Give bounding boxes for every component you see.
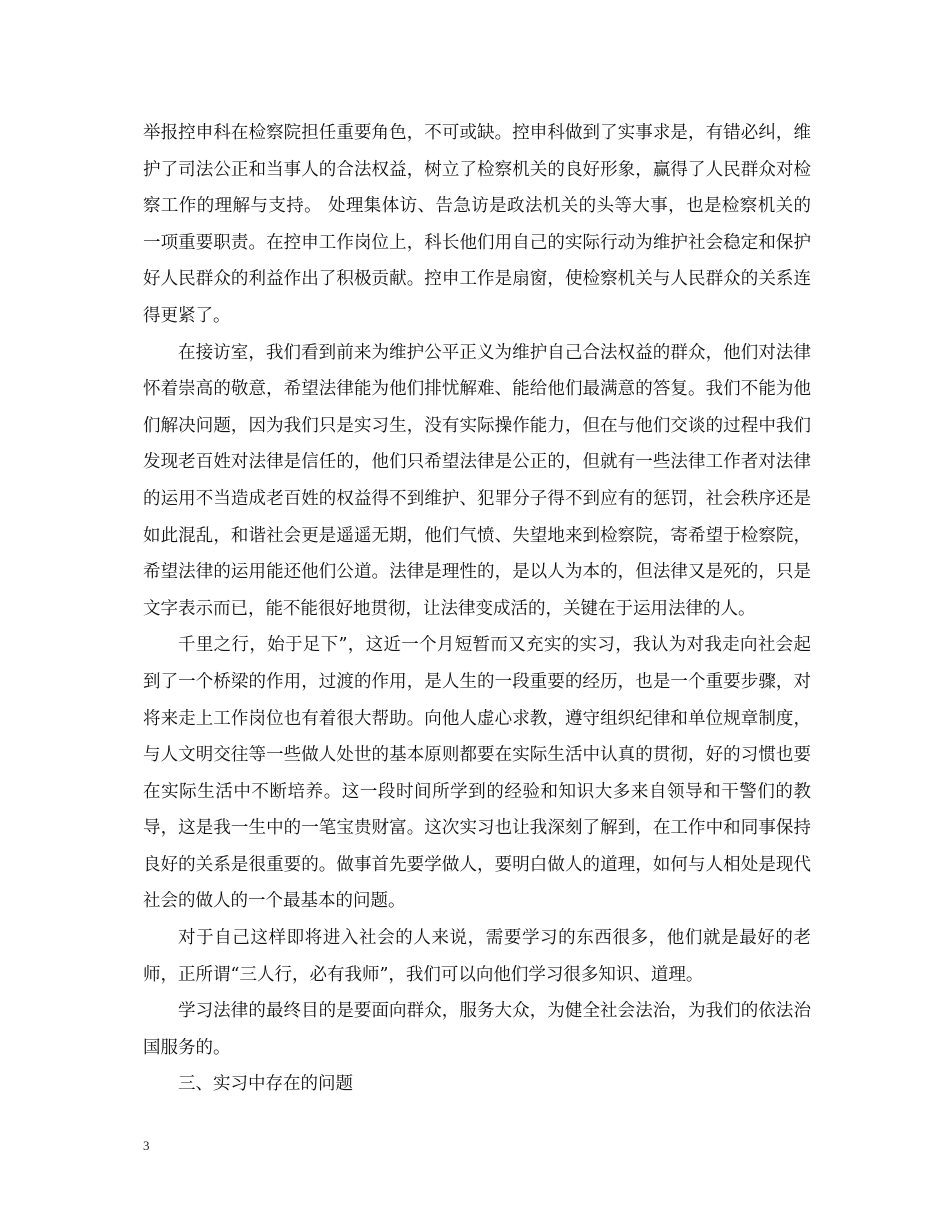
paragraph: 在接访室，我们看到前来为维护公平正义为维护自己合法权益的群众，他们对法律怀着崇高的敬意，希望法律能为他们排忧解难、能给他们最满意的答复。我们不能为他们解决问题，因为我们只是实习生，没有实际操作能力，但在与他们交谈的过程中我们发现老百姓对法律是信任的，他们只希望法律是公正的，但就有一些法律工作者对法律的运用不当造成老百姓的权益得不到维护、犯罪分子得不到应有的惩罚，社会秩序还是如此混乱，和谐社会更是遥遥无期，他们气愤、失望地来到检察院，寄希望于检察院，希望法律的运用能还他们公道。法律是理性的，是以人为本的，但法律又是死的，只是文字表示而已，能不能很好地贯彻，让法律变成活的，关键在于运用法律的人。 — [143, 342, 811, 619]
section-heading: 三、实习中存在的问题 — [178, 1074, 353, 1095]
paragraph: 举报控申科在检察院担任重要角色，不可或缺。控申科做到了实事求是，有错必纠，维护了司法公正和当事人的合法权益，树立了检察机关的良好形象，赢得了人民群众对检察工作的理解与支持。 处理集体访、告急访是政法机关的头等大事，也是检察机关的一项重要职责。在控申工作岗位上，科长他们用自己的实际行动为维护社会稳定和保护好人民群众的利益作出了积极贡献。控申工作是扇窗，使检察机关与人民群众的关系连得更紧了。 — [143, 123, 811, 326]
paragraph: 对于自己这样即将进入社会的人来说，需要学习的东西很多，他们就是最好的老师，正所谓“三人行，必有我师”，我们可以向他们学习很多知识、道理。 — [143, 928, 811, 985]
paragraph: 学习法律的最终目的是要面向群众，服务大众，为健全社会法治，为我们的依法治国服务的。 — [143, 1001, 811, 1058]
paragraph: 千里之行，始于足下”，这近一个月短暂而又充实的实习，我认为对我走向社会起到了一个桥梁的作用，过渡的作用，是人生的一段重要的经历，也是一个重要步骤，对将来走上工作岗位也有着很大帮助。向他人虚心求教，遵守组织纪律和单位规章制度，与人文明交往等一些做人处世的基本原则都要在实际生活中认真的贯彻，好的习惯也要在实际生活中不断培养。这一段时间所学到的经验和知识大多来自领导和干警们的教导，这是我一生中的一笔宝贵财富。这次实习也让我深刻了解到，在工作中和同事保持良好的关系是很重要的。做事首先要学做人，要明白做人的道理，如何与人相处是现代社会的做人的一个最基本的问题。 — [143, 635, 811, 912]
page-number: 3 — [143, 1138, 150, 1153]
body-text — [143, 115, 811, 1103]
